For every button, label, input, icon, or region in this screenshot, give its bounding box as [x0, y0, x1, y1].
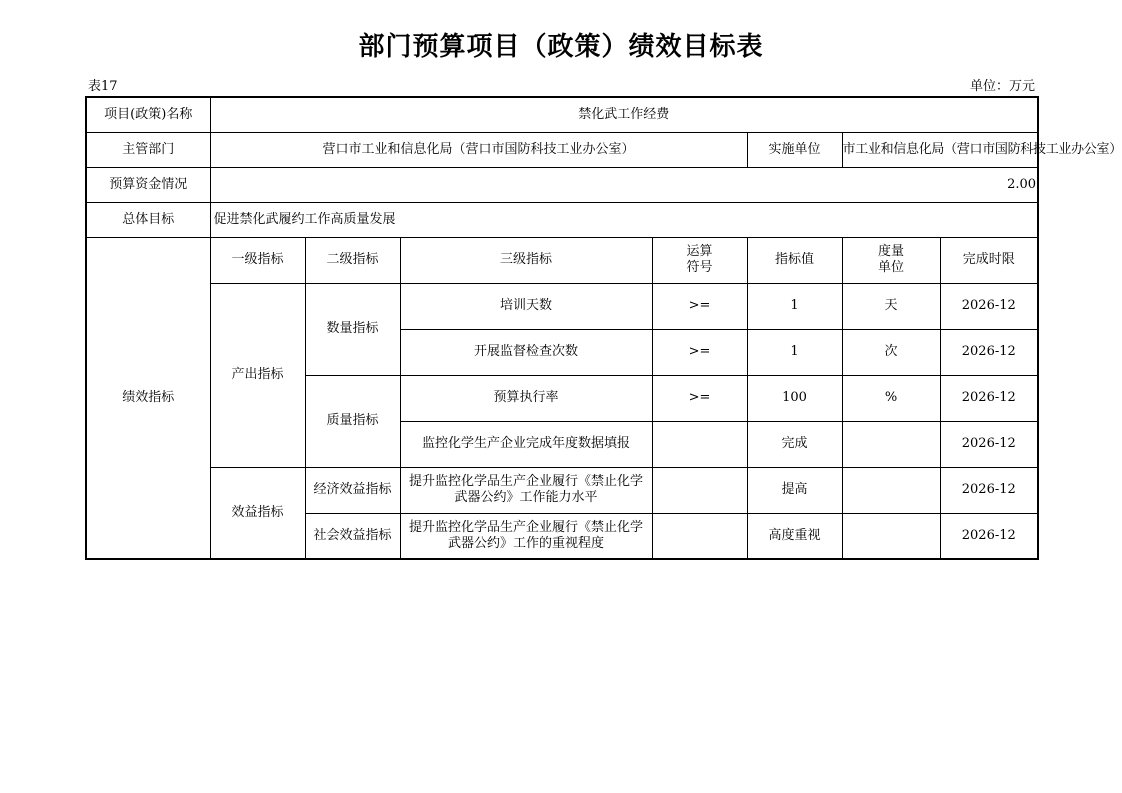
row-deadline: 2026-12: [940, 421, 1038, 467]
group-output: 产出指标: [210, 283, 305, 467]
row-deadline: 2026-12: [940, 283, 1038, 329]
row-operator: [652, 467, 747, 513]
overall-goal-label: 总体目标: [86, 202, 210, 237]
row-value: 100: [747, 375, 842, 421]
project-name-row: [86, 97, 1038, 132]
table-row: [86, 283, 1038, 329]
budget-value: 2.00: [210, 167, 1038, 202]
row-operator: >=: [652, 329, 747, 375]
subgroup-social: 社会效益指标: [305, 513, 400, 559]
row-level3: 预算执行率: [400, 375, 652, 421]
indicator-header-row: [86, 237, 1038, 283]
project-name-value: 禁化武工作经费: [210, 97, 1038, 132]
row-value: 完成: [747, 421, 842, 467]
row-operator: >=: [652, 375, 747, 421]
subgroup-quality: 质量指标: [305, 375, 400, 467]
header-operator: 运算 符号: [652, 237, 747, 283]
row-operator: [652, 421, 747, 467]
row-unit: [842, 513, 940, 559]
header-value: 指标值: [747, 237, 842, 283]
department-value: 营口市工业和信息化局（营口市国防科技工业办公室）: [210, 132, 747, 167]
row-level3: 开展监督检查次数: [400, 329, 652, 375]
budget-row: [86, 167, 1038, 202]
row-value: 提高: [747, 467, 842, 513]
department-row: [86, 132, 1038, 167]
header-level3: 三级指标: [400, 237, 652, 283]
implementing-unit-label: 实施单位: [747, 132, 842, 167]
row-deadline: 2026-12: [940, 329, 1038, 375]
row-unit: [842, 421, 940, 467]
row-operator: >=: [652, 283, 747, 329]
table-number: 表17: [88, 79, 118, 94]
row-level3: 提升监控化学品生产企业履行《禁止化学武器公约》工作能力水平: [400, 467, 652, 513]
row-unit: [842, 467, 940, 513]
header-unit: 度量 单位: [842, 237, 940, 283]
row-level3: 提升监控化学品生产企业履行《禁止化学武器公约》工作的重视程度: [400, 513, 652, 559]
row-deadline: 2026-12: [940, 375, 1038, 421]
implementing-unit-value: 市工业和信息化局（营口市国防科技工业办公室）: [842, 132, 1038, 167]
department-label: 主管部门: [86, 132, 210, 167]
page-title: 部门预算项目（政策）绩效目标表: [358, 32, 764, 62]
group-benefit: 效益指标: [210, 467, 305, 559]
row-level3: 监控化学生产企业完成年度数据填报: [400, 421, 652, 467]
header-deadline: 完成时限: [940, 237, 1038, 283]
row-deadline: 2026-12: [940, 513, 1038, 559]
performance-indicator-label: 绩效指标: [86, 237, 210, 559]
table-row: [86, 467, 1038, 513]
overall-goal-value: 促进禁化武履约工作高质量发展: [210, 202, 1038, 237]
subgroup-economic: 经济效益指标: [305, 467, 400, 513]
row-value: 1: [747, 283, 842, 329]
row-operator: [652, 513, 747, 559]
budget-label: 预算资金情况: [86, 167, 210, 202]
overall-goal-row: [86, 202, 1038, 237]
row-unit: 天: [842, 283, 940, 329]
row-deadline: 2026-12: [940, 467, 1038, 513]
project-name-label: 项目(政策)名称: [86, 97, 210, 132]
unit-label: 单位：万元: [969, 79, 1035, 94]
row-unit: 次: [842, 329, 940, 375]
header-level1: 一级指标: [210, 237, 305, 283]
header-level2: 二级指标: [305, 237, 400, 283]
row-unit: %: [842, 375, 940, 421]
row-level3: 培训天数: [400, 283, 652, 329]
row-value: 1: [747, 329, 842, 375]
row-value: 高度重视: [747, 513, 842, 559]
subgroup-quantity: 数量指标: [305, 283, 400, 375]
performance-table: [85, 96, 1122, 560]
